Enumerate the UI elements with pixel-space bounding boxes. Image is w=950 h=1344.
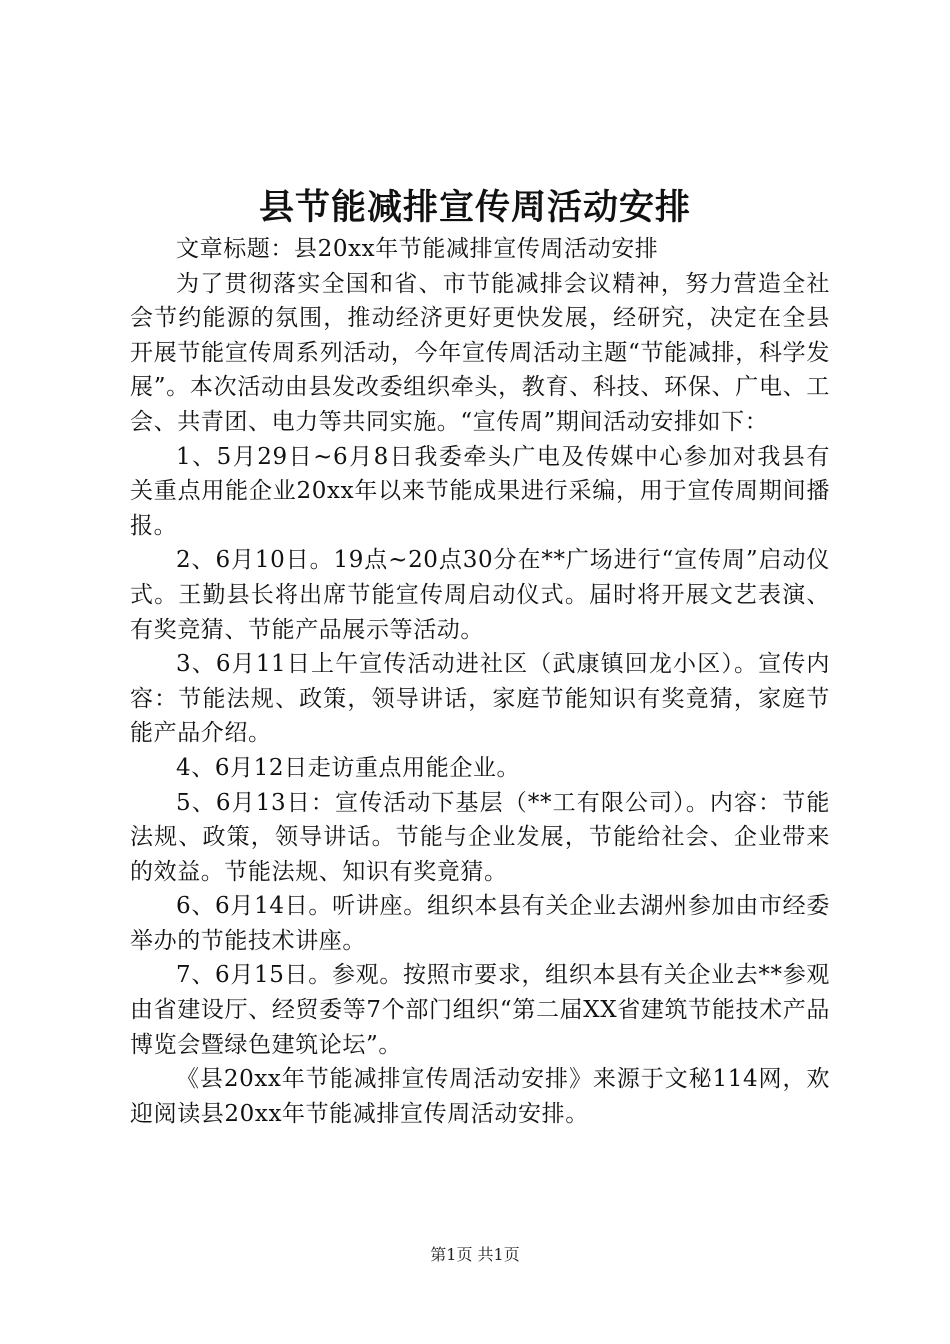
paragraph-source-note: 《县20xx年节能减排宣传周活动安排》来源于文秘114网，欢迎阅读县20xx年节能减排宣传周活动安排。 — [130, 1066, 830, 1127]
paragraph-intro: 为了贯彻落实全国和省、市节能减排会议精神，努力营造全社会节约能源的氛围，推动经济更好更快发展，经研究，决定在全县开展节能宣传周系列活动，今年宣传周活动主题“节能减排，科学发展”。本次活动由县发改委组织牵头，教育、科技、环保、广电、工会、共青团、电力等共同实施。“宣传周”期间活动安排如下： — [130, 270, 830, 435]
paragraph-item-4: 4、6月12日走访重点用能企业。 — [176, 754, 521, 781]
document-body — [130, 232, 830, 1131]
paragraph-item-5: 5、6月13日：宣传活动下基层（**工有限公司）。内容：节能法规、政策，领导讲话。节能与企业发展，节能给社会、企业带来的效益。节能法规、知识有奖竟猜。 — [130, 789, 830, 885]
page-footer: 第1页 共1页 — [430, 1245, 520, 1264]
paragraph-article-title: 文章标题：县20xx年节能减排宣传周活动安排 — [176, 236, 659, 262]
paragraph-item-6: 6、6月14日。听讲座。组织本县有关企业去湖州参加由市经委举办的节能技术讲座。 — [130, 893, 830, 954]
document-title: 县节能减排宣传周活动安排 — [258, 187, 691, 228]
paragraph-item-7: 7、6月15日。参观。按照市要求，组织本县有关企业去**参观由省建设厅、经贸委等7个部门组织“第二届XX省建筑节能技术产品博览会暨绿色建筑论坛”。 — [130, 962, 830, 1058]
paragraph-item-2: 2、6月10日。19点~20点30分在**广场进行“宣传周”启动仪式。王勤县长将出席节能宣传周启动仪式。届时将开展文艺表演、有奖竞猜、节能产品展示等活动。 — [130, 547, 830, 643]
paragraph-item-3: 3、6月11日上午宣传活动进社区（武康镇回龙小区）。宣传内容：节能法规、政策，领导讲话，家庭节能知识有奖竟猜，家庭节能产品介绍。 — [130, 651, 830, 747]
paragraph-item-1: 1、5月29日~6月8日我委牵头广电及传媒中心参加对我县有关重点用能企业20xx年以来节能成果进行采编，用于宣传周期间播报。 — [130, 443, 830, 539]
